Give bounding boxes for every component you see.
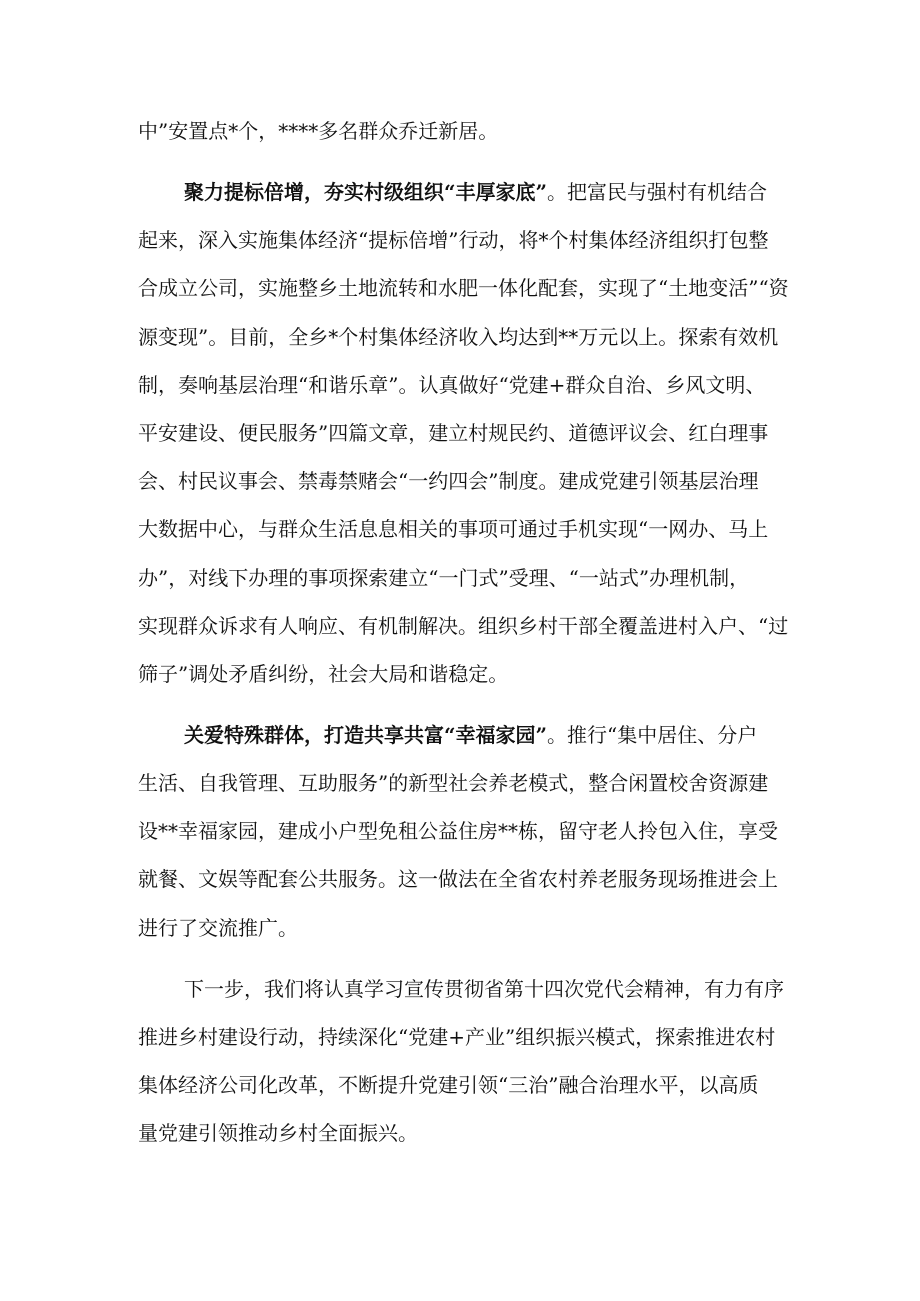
para3-line-3: 设**幸福家园，建成小户型免租公益住房**栋，留守老人拎包入住，享受 [138, 819, 778, 843]
para3-line-2: 生活、自我管理、互助服务”的新型社会养老模式，整合闲置校舍资源建 [138, 771, 769, 795]
para2-line-1-rest: 。把富民与强村有机结合 [547, 180, 768, 204]
para2-line-10: 实现群众诉求有人响应、有机制解决。组织乡村干部全覆盖进村入户、“过 [138, 614, 789, 638]
para2-line-9: 办”，对线下办理的事项探索建立“一门式”受理、“一站式”办理机制， [138, 566, 750, 590]
para1-line-1: 中”安置点*个，****多名群众乔迁新居。 [138, 119, 499, 143]
para2-line-4: 源变现”。目前，全乡*个村集体经济收入均达到**万元以上。探索有效机 [138, 325, 779, 349]
para3-line-4: 就餐、文娱等配套公共服务。这一做法在全省农村养老服务现场推进会上 [138, 867, 778, 891]
para4-line-3: 集体经济公司化改革，不断提升党建引领“三治”融合治理水平，以高质 [138, 1073, 759, 1097]
para4-line-1: 下一步，我们将认真学习宣传贯彻省第十四次党代会精神，有力有序 [184, 977, 784, 1001]
para2-line-11: 筛子”调处矛盾纠纷，社会大局和谐稳定。 [138, 662, 509, 686]
para2-line-6: 平安建设、便民服务”四篇文章，建立村规民约、道德评议会、红白理事 [138, 421, 769, 445]
para2-line-8: 大数据中心，与群众生活息息相关的事项可通过手机实现“一网办、马上 [138, 517, 769, 541]
para2-line-3: 合成立公司，实施整乡土地流转和水肥一体化配套，实现了“土地变活”“资 [138, 276, 789, 300]
para3-line-5: 进行了交流推广。 [138, 916, 298, 940]
para2-first-line [184, 180, 767, 204]
para2-line-2: 起来，深入实施集体经济“提标倍增”行动，将*个村集体经济组织打包整 [138, 228, 769, 252]
para3-line-1-rest: 。推行“集中居住、分户 [547, 723, 758, 747]
para2-line-5: 制，奏响基层治理“和谐乐章”。认真做好“党建+群众自治、乡风文明、 [138, 373, 766, 397]
para3-first-line [184, 723, 757, 747]
para3-heading: 关爱特殊群体，打造共享共富“幸福家园” [184, 723, 548, 747]
para2-heading: 聚力提标倍增，夯实村级组织“丰厚家底” [184, 180, 548, 204]
para4-line-4: 量党建引领推动乡村全面振兴。 [138, 1121, 418, 1145]
para4-line-2: 推进乡村建设行动，持续深化“党建+产业”组织振兴模式，探索推进农村 [138, 1025, 776, 1049]
para2-line-7: 会、村民议事会、禁毒禁赌会“一约四会”制度。建成党建引领基层治理 [138, 469, 759, 493]
